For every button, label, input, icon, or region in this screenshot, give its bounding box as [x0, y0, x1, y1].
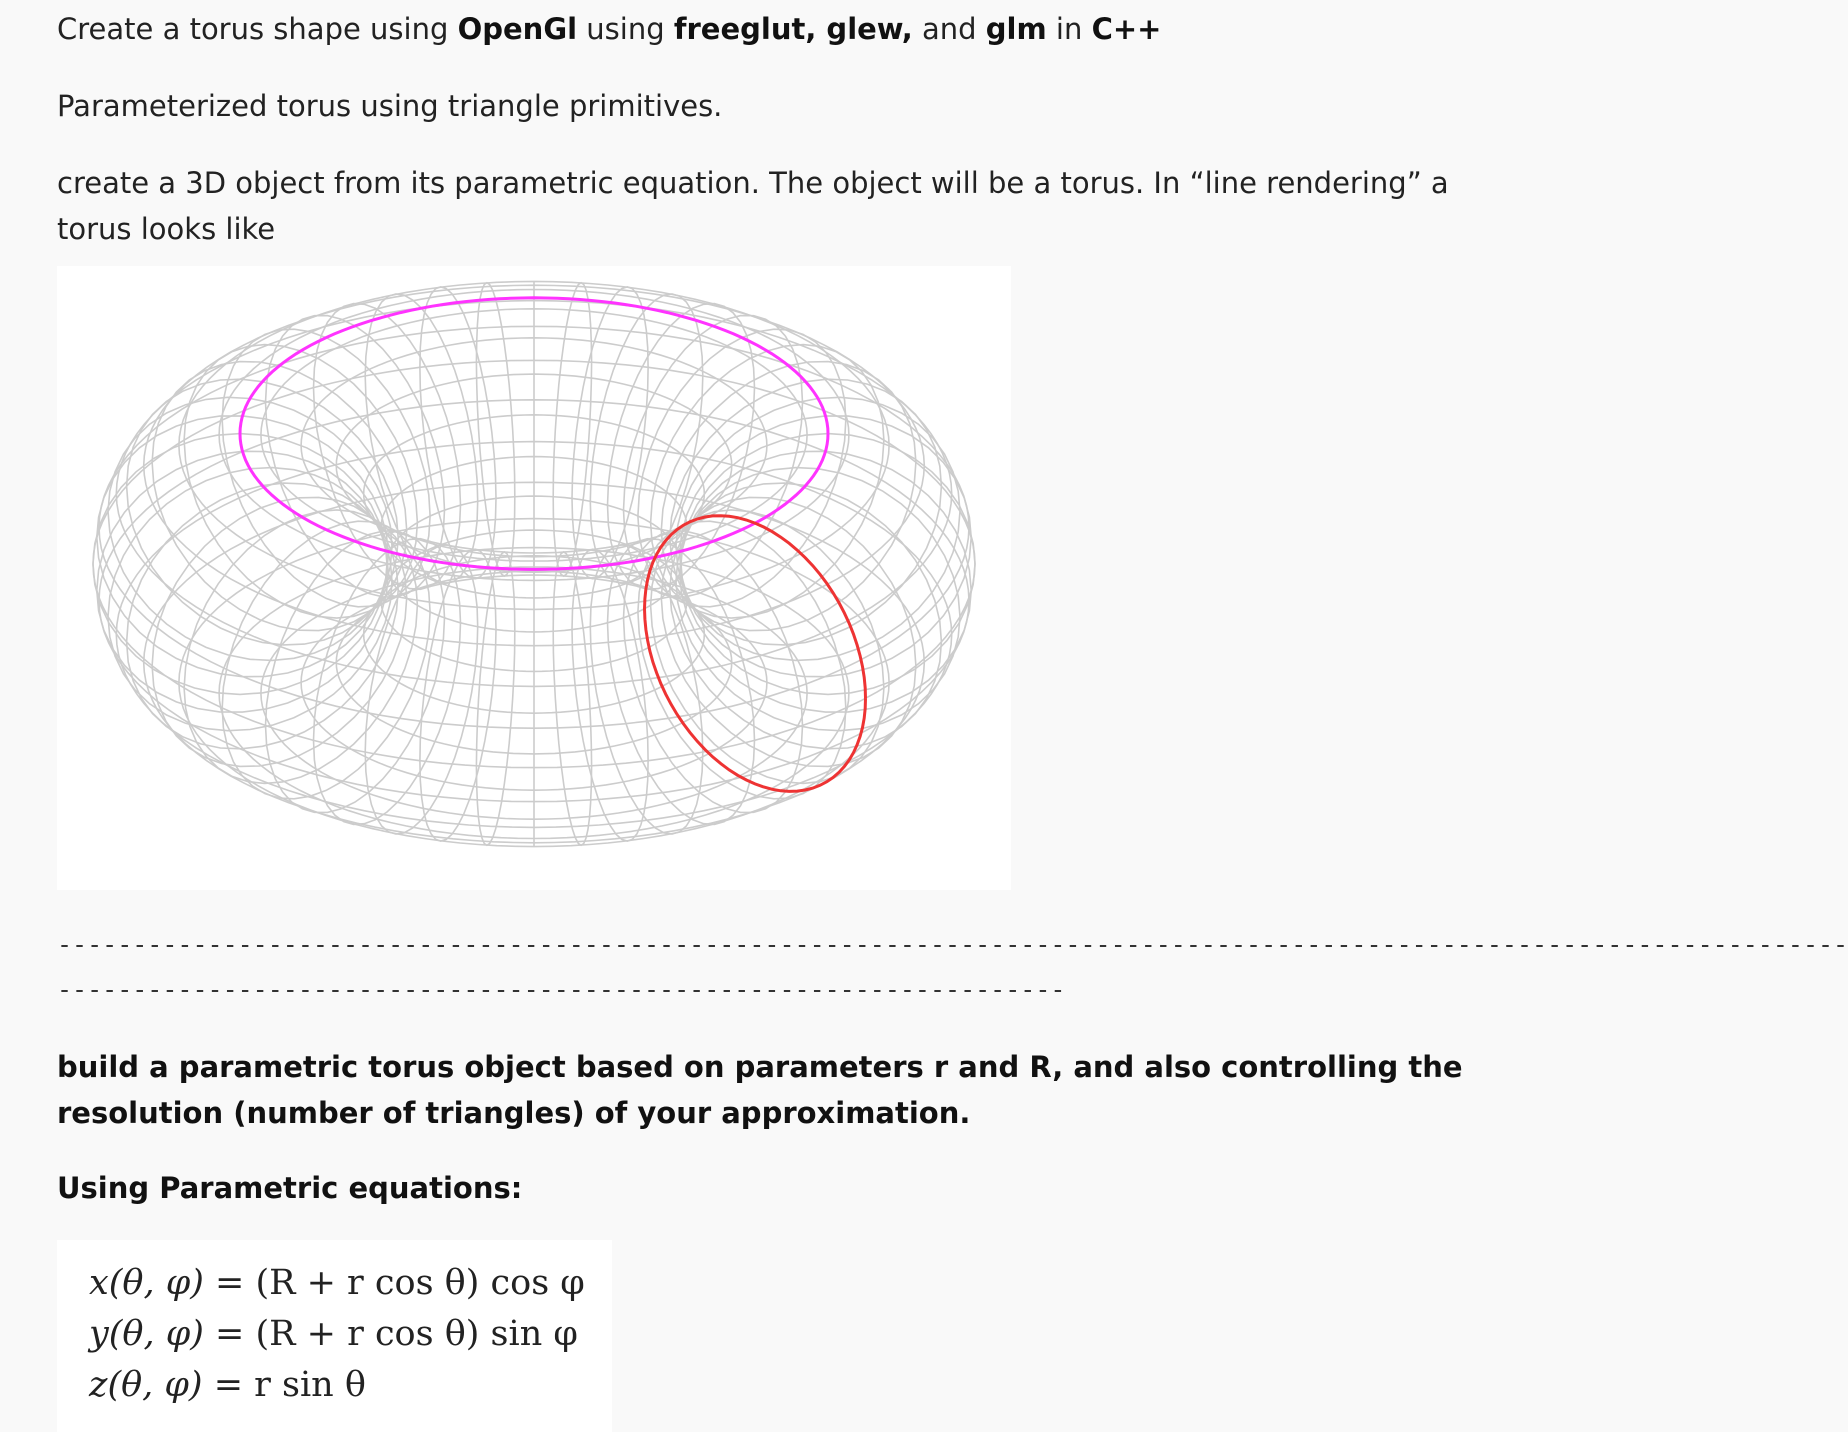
task-paragraph: build a parametric torus object based on parameters r and R, and also controlling the resolution (number of triangles) of your approximation.: [57, 1050, 1463, 1130]
equations-box: [57, 1240, 612, 1432]
separator-line-1: -----------------------------------------------------------------------------------------------------------------------: [57, 930, 1848, 959]
description-paragraph: create a 3D object from its parametric equation. The object will be a torus. In “line rendering” a torus looks like: [57, 166, 1449, 246]
equation-z: [89, 1360, 366, 1410]
wire-minor-ring: [681, 434, 975, 695]
equation-y-lhs: y(θ, φ): [89, 1314, 204, 1354]
equation-y-rhs: = (R + r cos θ) sin φ: [203, 1314, 578, 1354]
equation-z-lhs: z(θ, φ): [89, 1365, 203, 1405]
intro-using: using: [577, 12, 674, 46]
equations-heading: Using Parametric equations:: [57, 1171, 523, 1205]
intro-prefix: Create a torus shape using: [57, 12, 458, 46]
equation-x-lhs: x(θ, φ): [89, 1263, 204, 1303]
glm-term: glm: [985, 12, 1047, 46]
intro-in: in: [1046, 12, 1092, 46]
equation-z-rhs: = r sin θ: [202, 1365, 366, 1405]
torus-wireframe-image: [57, 266, 1011, 890]
intro-and: and: [912, 12, 986, 46]
wire-minor-ring: [93, 434, 387, 695]
equation-x: [89, 1258, 585, 1308]
subtitle-line: Parameterized torus using triangle primitives.: [57, 89, 723, 123]
intro-line: [57, 6, 1161, 52]
opengl-term: OpenGl: [457, 12, 578, 46]
separator-line-2: -------------------------------------------------------------------: [57, 975, 1066, 1004]
libraries-term: freeglut, glew,: [673, 12, 913, 46]
equation-x-rhs: = (R + r cos θ) cos φ: [203, 1263, 585, 1303]
torus-wire-mesh: [93, 281, 975, 847]
equation-y: [89, 1309, 578, 1359]
torus-wireframe-figure: [57, 266, 1011, 890]
language-term: C++: [1091, 12, 1162, 46]
